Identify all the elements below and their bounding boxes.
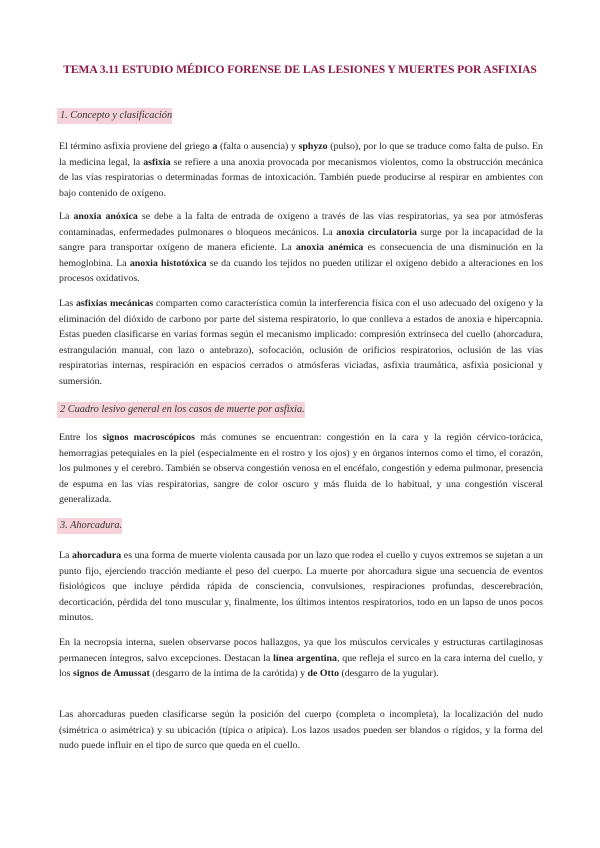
text-run: (desgarro de la íntima de la carótida) y: [149, 668, 308, 679]
text-run: comparten como característica común la interferencia física con el uso adecuado del oxígeno y la eliminación del dióxido de carbono por parte del sistema respiratorio, lo que conlleva a estados de anoxia e hipercapnia. Estas pueden clasificarse en varias formas según el mecanismo implicado: compresión extrínseca del cuello (ahorcadura, estrangulación manual, con lazo o antebrazo), sofocación, oclusión de orificios respiratorios, oclusión de las vías respiratorias internas, respiración en espacios cerrados o atmósferas viciadas, asfixia traumática, asfixia posicional y sumersión.: [59, 298, 544, 387]
bold-term: sphyzo: [298, 141, 328, 152]
bold-term: asfixia: [143, 156, 171, 168]
section-heading-cuadro-lesivo: 2 Cuadro lesivo general en los casos de muerte por asfixia.: [57, 402, 305, 418]
bold-term: signos macroscópicos: [102, 432, 195, 443]
text-run: La: [59, 550, 73, 561]
text-run: es consecuencia de una disminución en la hemoglobina. La: [59, 242, 543, 269]
text-run: En la necropsia interna, suelen observarse pocos hallazgos, ya que los músculos cervicales y estructuras cartilaginosas permanecen íntegros, salvo excepciones. Destacan la: [59, 637, 543, 664]
text-run: (falta o ausencia) y: [217, 141, 299, 152]
bold-term: de Otto: [307, 668, 340, 679]
paragraph: [59, 548, 543, 626]
bold-term: línea argentina: [273, 652, 337, 664]
bold-term: anoxia circulatoria: [336, 226, 417, 238]
bold-term: asfixias mecánicas: [75, 298, 154, 309]
text-run: El término asfixia proviene del griego: [59, 141, 213, 152]
text-run: (desgarro de la yugular).: [339, 668, 439, 679]
text-run: se debe a la falta de entrada de oxígeno a través de las vías respiratorias, ya sea por atmósferas contaminadas, enfermedades pulmonares o bloqueos mecánicos. La: [59, 211, 544, 238]
bold-term: anoxia histotóxica: [129, 257, 207, 269]
bold-term: anoxia anémica: [295, 242, 364, 253]
document-title: TEMA 3.11 ESTUDIO MÉDICO FORENSE DE LAS LESIONES Y MUERTES POR ASFIXIAS: [63, 63, 537, 76]
text-run: La: [59, 211, 74, 222]
text-run: surge por la incapacidad de la sangre para transportar oxígeno de manera eficiente. La: [59, 226, 543, 253]
text-run: (pulso), por lo que se traduce como falta de pulso. En la medicina legal, la: [59, 141, 543, 168]
text-run: Las ahorcaduras pueden clasificarse según la posición del cuerpo (completa o incompleta), la localización del nudo (simétrica o asimétrica) y su ubicación (típica o atípica). Los lazos usados pueden ser blandos o rígidos, y la forma del nudo puede influir en el tipo de surco que queda en el cuello.: [59, 709, 543, 751]
paragraph: [59, 209, 543, 287]
paragraph: [59, 139, 543, 201]
section-heading-concepto: 1. Concepto y clasificación: [57, 108, 172, 124]
paragraph: [59, 296, 543, 389]
text-run: se refiere a una anoxia provocada por mecanismos violentos, como la obstrucción mecánica de las vías respiratorias o determinadas formas de intoxicación. También puede producirse al respirar en ambientes con bajo contenido de oxígeno.: [59, 156, 543, 199]
bold-term: ahorcadura: [72, 550, 122, 561]
bold-term: anoxia anóxica: [73, 211, 138, 222]
paragraph: [59, 430, 543, 508]
text-run: Las: [59, 298, 76, 309]
text-run: , que refleja el surco en la cara interna del cuello, y los: [59, 652, 543, 679]
section-heading-ahorcadura: 3. Ahorcadura.: [57, 518, 122, 534]
text-run: más comunes se encuentran: congestión en la cara y la región cérvico-torácica, hemorragias petequiales en la piel (especialmente en el rostro y los ojos) y en órganos internos como el timo, el corazón, los pulmones y el cerebro. También se observa congestión venosa en el encéfalo, congestión y edema pulmonar, presencia de espuma en las vías respiratorias, sangre de color oscuro y más fluida de lo habitual, y una congestión visceral generalizada.: [59, 432, 543, 505]
text-run: es una forma de muerte violenta causada por un lazo que rodea el cuello y cuyos extremos se sujetan a un punto fijo, ejerciendo tracción mediante el peso del cuerpo. La muerte por ahorcadura sigue una secuencia de eventos fisiológicos que incluye pérdida rápida de consciencia, convulsiones, respiraciones profundas, descerebración, decorticación, pérdida del tono muscular y, finalmente, los últimos intentos respiratorios, todo en un lapso de unos pocos minutos.: [59, 550, 543, 623]
paragraph: [59, 635, 543, 682]
text-run: se da cuando los tejidos no pueden utilizar el oxígeno debido a alteraciones en los procesos oxidativos.: [59, 257, 543, 284]
bold-term: a: [212, 141, 218, 152]
paragraph: [59, 707, 543, 754]
bold-term: signos de Amussat: [73, 668, 150, 679]
text-run: Entre los: [59, 432, 103, 443]
